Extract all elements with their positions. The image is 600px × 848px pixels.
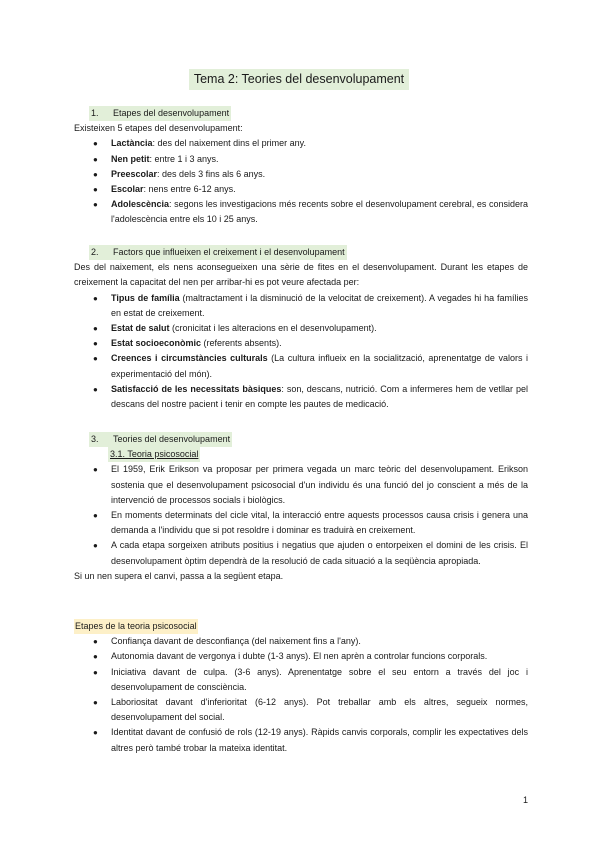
item-text: (maltractament i la disminució de la velocitat de creixement). A vegades hi ha famílies en estat de creixement. bbox=[111, 292, 528, 318]
section-3 bbox=[74, 432, 528, 584]
bullet-icon: ● bbox=[93, 698, 98, 708]
bullet-icon: ● bbox=[93, 200, 98, 210]
list-item bbox=[74, 382, 528, 412]
item-text: El 1959, Erik Erikson va proposar per primera vegada un marc teòric del desenvolupament. Erikson sostenia que el desenvolupament psicosocial d'un individu és una funció del jo conscient a més de la intervenció de processos socials i biològics. bbox=[111, 464, 528, 505]
list-item bbox=[74, 291, 528, 321]
item-text: Iniciativa davant de culpa. (3-6 anys). Aprenentatge sobre el seu entorn a través del joc i desenvolupament de consciència. bbox=[111, 666, 528, 692]
bullet-icon: ● bbox=[93, 728, 98, 738]
section-2 bbox=[74, 245, 528, 412]
item-text: : des dels 3 fins als 6 anys. bbox=[157, 168, 266, 179]
list-item bbox=[74, 462, 528, 508]
bullet-icon: ● bbox=[93, 339, 98, 349]
section-2-number: 2. bbox=[91, 247, 99, 257]
list-item bbox=[74, 665, 528, 695]
stages-heading: Etapes de la teoria psicosocial bbox=[74, 619, 198, 634]
bullet-icon: ● bbox=[93, 541, 98, 551]
stages-section bbox=[74, 619, 528, 756]
section-2-heading-text: Factors que influeixen el creixement i el desenvolupament bbox=[113, 247, 345, 257]
item-text: : segons les investigacions més recents sobre el desenvolupament cerebral, es considera l'adolescència entre els 10 i 25 anys. bbox=[111, 199, 528, 225]
list-item bbox=[74, 538, 528, 568]
item-term: Adolescència bbox=[111, 199, 170, 210]
item-text: : des del naixement dins el primer any. bbox=[152, 138, 306, 149]
list-item bbox=[74, 321, 528, 336]
item-text: Autonomia davant de vergonya i dubte (1-3 anys). El nen aprèn a controlar funcions corporals. bbox=[111, 651, 488, 662]
item-term: Tipus de família bbox=[111, 292, 180, 303]
section-2-intro: Des del naixement, els nens aconsegueixen una sèrie de fites en el desenvolupament. Durant les etapes de creixement la capacitat del nen per arribar-hi es pot veure afectada per: bbox=[74, 262, 528, 288]
item-term: Estat socioeconòmic bbox=[111, 338, 202, 349]
list-item bbox=[74, 136, 528, 151]
list-item bbox=[74, 695, 528, 725]
bullet-icon: ● bbox=[93, 154, 98, 164]
section-1 bbox=[74, 106, 528, 228]
section-3-heading bbox=[89, 432, 232, 447]
bullet-icon: ● bbox=[93, 511, 98, 521]
item-text: (La cultura influeix en la socialització, aprenentatge de valors i experimentació del món). bbox=[111, 353, 528, 379]
list-item bbox=[74, 182, 528, 197]
item-term: Estat de salut bbox=[111, 323, 170, 334]
section-1-heading-text: Etapes del desenvolupament bbox=[113, 108, 230, 118]
stages-list bbox=[74, 634, 528, 756]
bullet-icon: ● bbox=[93, 354, 98, 364]
section-3-subheading: 3.1. Teoria psicosocial bbox=[108, 447, 200, 462]
bullet-icon: ● bbox=[93, 169, 98, 179]
item-text: (cronicitat i les alteracions en el desenvolupament). bbox=[169, 323, 377, 334]
bullet-icon: ● bbox=[93, 139, 98, 149]
item-text: (referents absents). bbox=[201, 338, 282, 349]
item-text: : nens entre 6-12 anys. bbox=[143, 184, 236, 195]
item-term: Nen petit bbox=[111, 153, 150, 164]
item-text: : son, descans, nutrició. Com a infermeres hem de vetllar pel descans del nostre pacient i tenir en compte les pautes de medicació. bbox=[111, 383, 528, 410]
item-text: En moments determinats del cicle vital, la interacció entre aquests processos causa crisis i genera una demanda a l'individu que si pot resoldre i dominar es traduirà en creixement. bbox=[111, 510, 528, 536]
item-text: Laboriositat davant d'inferioritat (6-12 anys). Pot treballar amb els altres, segueix normes, desenvolupament del social. bbox=[111, 697, 528, 723]
section-3-heading-text: Teories del desenvolupament bbox=[113, 434, 231, 444]
page-title: Tema 2: Teories del desenvolupament bbox=[189, 69, 409, 90]
bullet-icon: ● bbox=[93, 637, 98, 647]
list-item bbox=[74, 351, 528, 381]
bullet-icon: ● bbox=[93, 652, 98, 662]
section-3-closing: Si un nen supera el canvi, passa a la següent etapa. bbox=[74, 570, 284, 581]
list-item bbox=[74, 152, 528, 167]
section-1-heading bbox=[89, 106, 231, 121]
item-text: : entre 1 i 3 anys. bbox=[149, 153, 219, 164]
item-term: Preescolar bbox=[111, 168, 158, 179]
bullet-icon: ● bbox=[93, 384, 98, 394]
item-text: Confiança davant de desconfiança (del naixement fins a l'any). bbox=[111, 636, 361, 647]
section-1-number: 1. bbox=[91, 108, 99, 118]
item-term: Creences i circumstàncies culturals bbox=[111, 353, 268, 364]
list-item bbox=[74, 167, 528, 182]
list-item bbox=[74, 649, 528, 664]
item-term: Lactància bbox=[111, 138, 153, 149]
list-item bbox=[74, 197, 528, 227]
section-2-list bbox=[74, 291, 528, 413]
section-1-list bbox=[74, 136, 528, 227]
section-3-list bbox=[74, 462, 528, 568]
item-term: Satisfacció de les necessitats bàsiques bbox=[111, 383, 282, 394]
bullet-icon: ● bbox=[93, 324, 98, 334]
list-item bbox=[74, 725, 528, 755]
bullet-icon: ● bbox=[93, 465, 98, 475]
item-text: A cada etapa sorgeixen atributs positius i negatius que ajuden o entorpeixen el domini de les crisis. El desenvolupament òptim dependrà de la resolució de cada situació a la seqüència apropiada. bbox=[111, 540, 528, 566]
bullet-icon: ● bbox=[93, 293, 98, 303]
bullet-icon: ● bbox=[93, 185, 98, 195]
item-text: Identitat davant de confusió de rols (12-19 anys). Ràpids canvis corporals, complir les expectatives dels altres però també trobar la mateixa identitat. bbox=[111, 727, 528, 753]
list-item bbox=[74, 634, 528, 649]
item-term: Escolar bbox=[111, 184, 144, 195]
page-number: 1 bbox=[523, 795, 529, 805]
section-2-heading bbox=[89, 245, 347, 260]
section-1-intro: Existeixen 5 etapes del desenvolupament: bbox=[74, 123, 243, 134]
list-item bbox=[74, 336, 528, 351]
bullet-icon: ● bbox=[93, 667, 98, 677]
list-item bbox=[74, 508, 528, 538]
section-3-number: 3. bbox=[91, 434, 99, 444]
